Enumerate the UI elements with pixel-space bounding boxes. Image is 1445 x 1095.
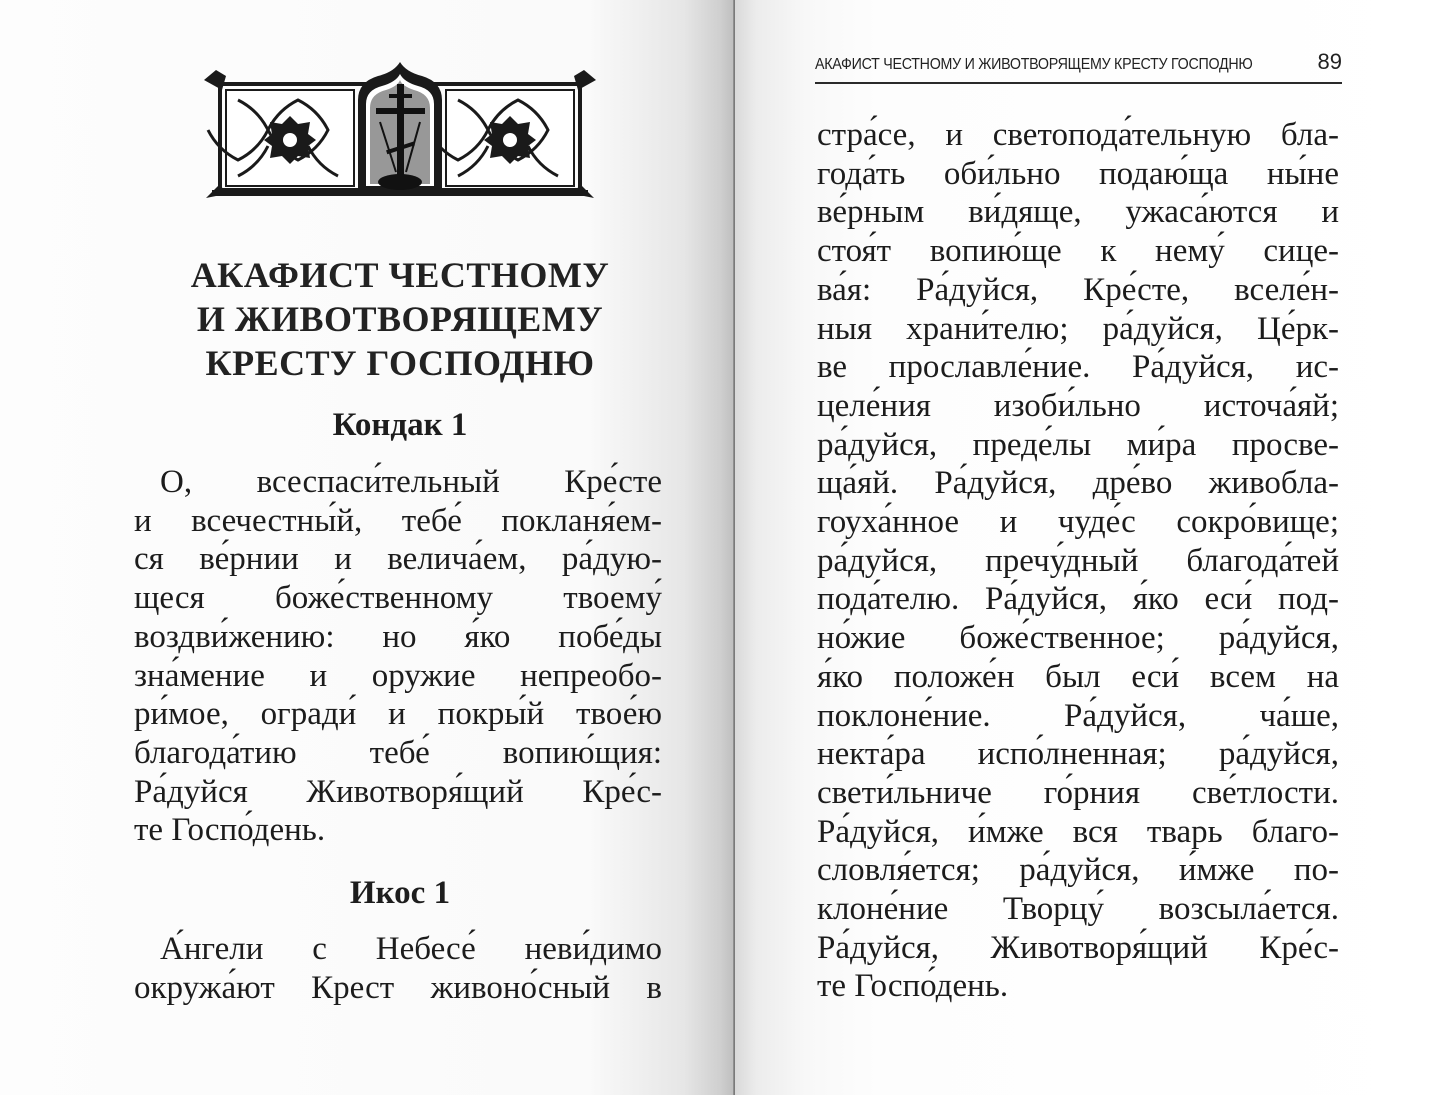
title-line: АКАФИСТ ЧЕСТНОМУ xyxy=(190,255,610,295)
text-line: я́ко положе́н был еси́ всем на xyxy=(817,658,1339,695)
akathist-title xyxy=(150,253,650,385)
page-number: 89 xyxy=(1317,49,1342,74)
text-line: стоя́т вопию́ще к нему́ сице- xyxy=(817,233,1339,270)
text-line: гоуха́нное и чуде́с сокро́вище; xyxy=(817,504,1339,541)
text-line: Ра́дуйся, и́мже вся тварь благо- xyxy=(817,813,1339,850)
header-rule xyxy=(815,82,1342,84)
title-line: КРЕСТУ ГОСПОДНЮ xyxy=(205,343,595,383)
right-page xyxy=(735,0,1445,1095)
text-line: ва́я: Ра́дуйся, Кре́сте, вселе́н- xyxy=(817,271,1339,308)
text-line: Ра́дуйся Животворя́щий Кре́с- xyxy=(134,773,662,810)
text-line: ри́мое, огради́ и покры́й твое́ю xyxy=(134,696,662,733)
text-line: А́нгели с Небесе́ неви́димо xyxy=(160,931,662,967)
ornamental-cross-headpiece-icon xyxy=(198,60,602,206)
text-line: ра́дуйся, пречу́дный благода́тей xyxy=(817,542,1339,579)
text-line: стра́се, и светопода́тельную бла- xyxy=(817,117,1339,153)
text-line: пода́телю. Ра́дуйся, я́ко еси́ под- xyxy=(817,581,1339,618)
text-line: ве прославле́ние. Ра́дуйся, ис- xyxy=(817,349,1339,386)
kondak-heading: Кондак 1 xyxy=(332,407,468,443)
running-header xyxy=(815,49,1342,75)
kondak-text xyxy=(134,463,662,850)
text-line: года́ть оби́льно подаю́ща ны́не xyxy=(817,155,1339,192)
text-line: те Госпо́день. xyxy=(817,968,1009,1005)
text-line: О, всеспаси́тельный Кре́сте xyxy=(160,464,662,500)
text-line: свети́льниче го́рния све́тлости. xyxy=(817,774,1339,811)
text-line: целе́ния изоби́льно источа́яй; xyxy=(817,387,1339,424)
ikos-continuation-text xyxy=(817,116,1339,1006)
ikos-heading: Икос 1 xyxy=(349,875,451,911)
text-line: ныя храни́телю; ра́дуйся, Це́рк- xyxy=(817,310,1339,347)
text-line: окружа́ют Крест живоно́сный в xyxy=(134,969,662,1006)
ikos-text xyxy=(134,930,662,1007)
text-line: ща́яй. Ра́дуйся, дре́во живобла- xyxy=(817,465,1339,502)
text-line: Ра́дуйся, Животворя́щий Кре́с- xyxy=(817,929,1339,966)
text-line: воздви́жению: но я́ко побе́ды xyxy=(134,618,662,655)
text-line: и всечестны́й, тебе́ покланя́ем- xyxy=(134,502,662,539)
text-line: ся ве́рнии и велича́ем, ра́дую- xyxy=(134,541,662,578)
text-line: те Госпо́день. xyxy=(134,812,326,849)
text-line: словля́ется; ра́дуйся, и́мже по- xyxy=(817,852,1339,889)
text-line: ве́рным ви́дяще, ужаса́ются и xyxy=(817,194,1339,231)
title-line: И ЖИВОТВОРЯЩЕМУ xyxy=(196,299,604,339)
text-line: ра́дуйся, преде́лы ми́ра просве- xyxy=(817,426,1339,463)
text-line: клоне́ние Творцу́ возсыла́ется. xyxy=(817,891,1339,928)
text-line: щеся боже́ственному твоему́ xyxy=(134,580,662,617)
text-line: благода́тию тебе́ вопию́щия: xyxy=(134,734,662,771)
text-line: некта́ра испо́лненная; ра́дуйся, xyxy=(817,736,1339,773)
text-line: но́жие боже́ственное; ра́дуйся, xyxy=(817,620,1339,657)
text-line: поклоне́ние. Ра́дуйся, ча́ше, xyxy=(817,697,1339,734)
text-line: зна́мение и оружие непреобо- xyxy=(134,657,662,694)
running-title: АКАФИСТ ЧЕСТНОМУ И ЖИВОТВОРЯЩЕМУ КРЕСТУ ГОСПОДНЮ xyxy=(815,56,1253,73)
